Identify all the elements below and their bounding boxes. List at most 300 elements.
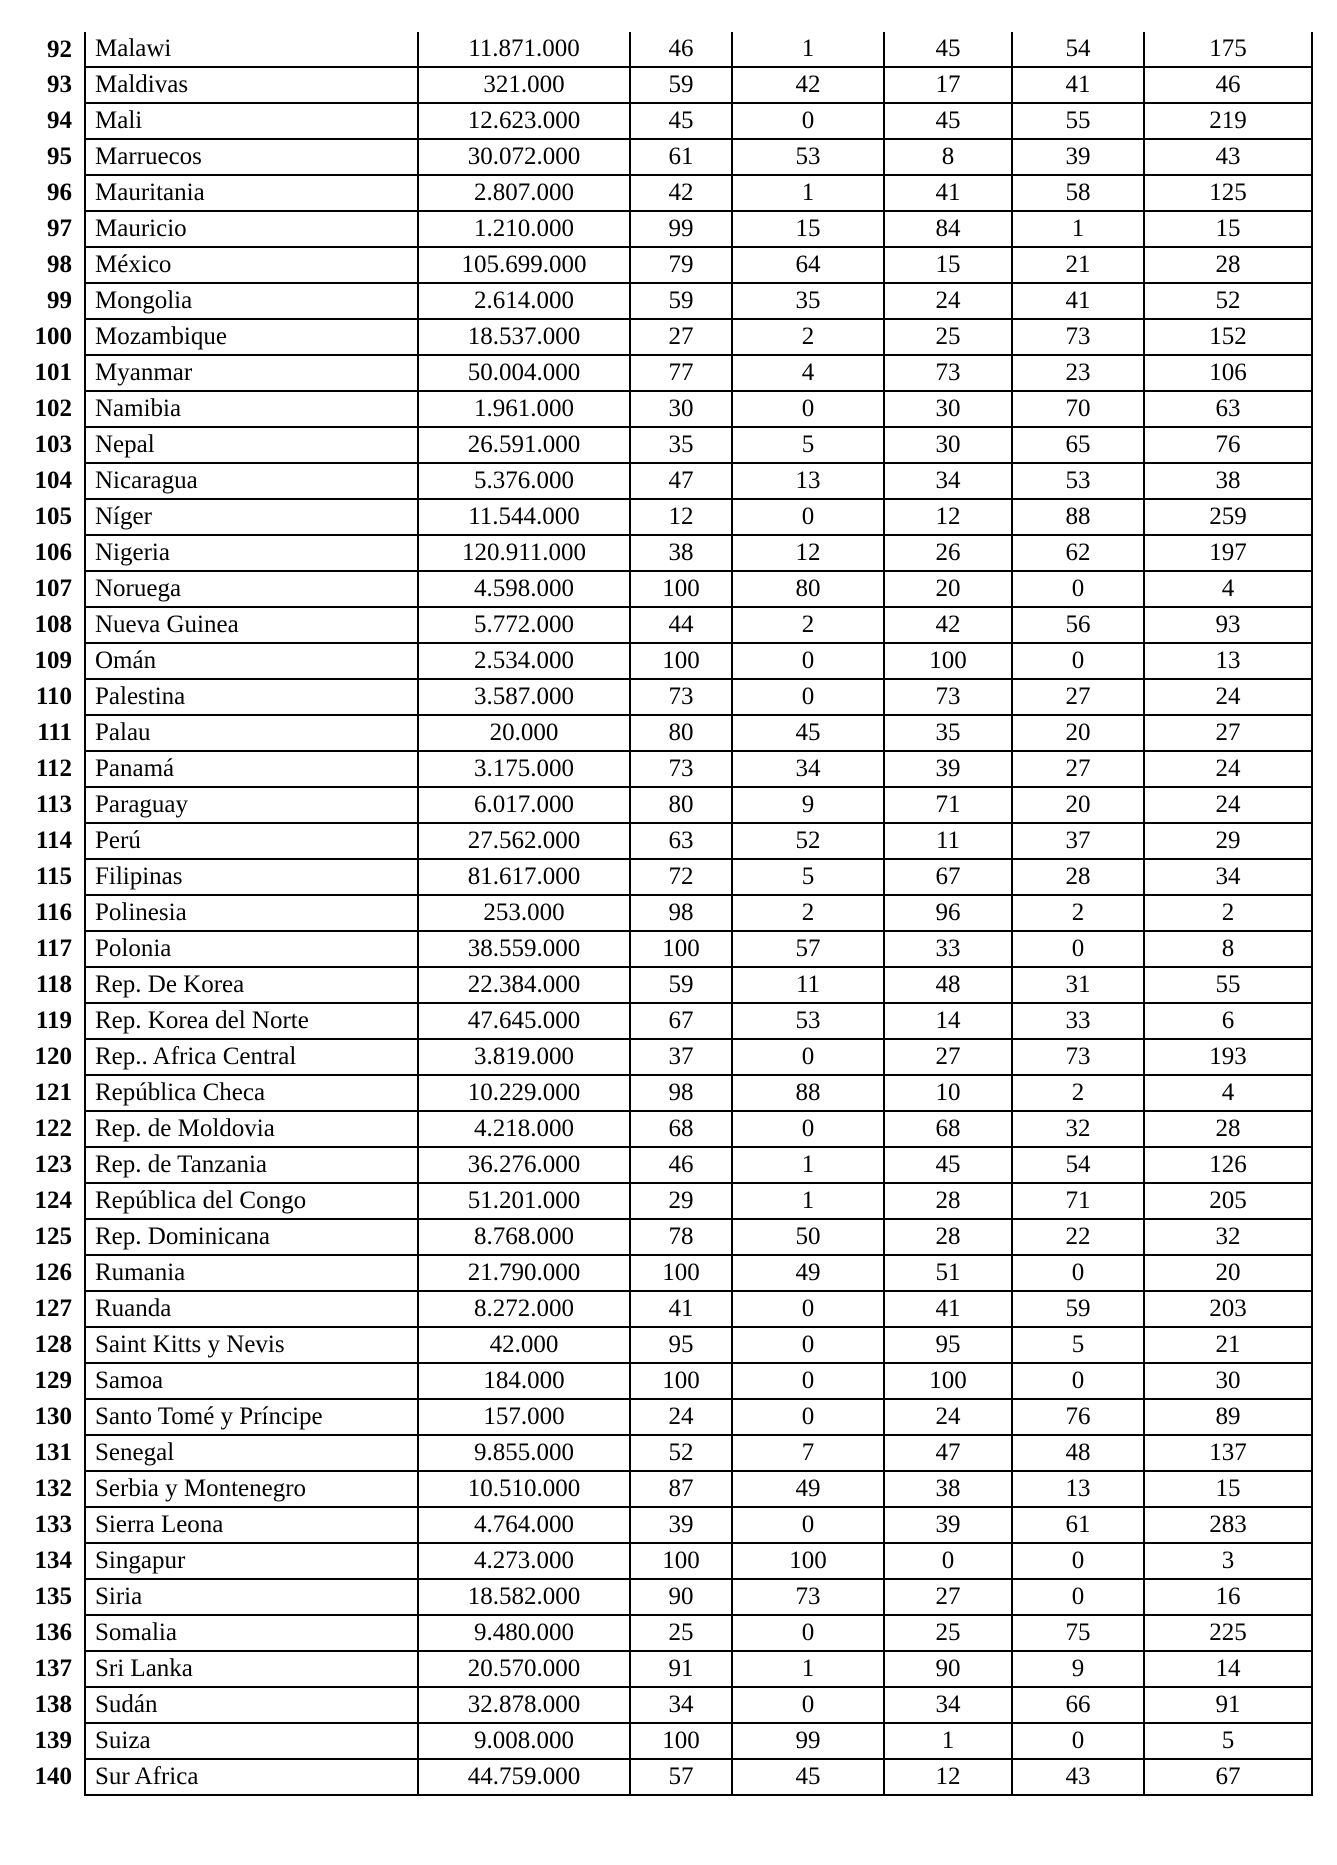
table-row [25, 535, 1312, 571]
country-name: Mauritania [85, 175, 418, 211]
country-name: Sur Africa [85, 1759, 418, 1795]
country-name: Senegal [85, 1435, 418, 1471]
value-cell-4: 33 [1012, 1003, 1144, 1039]
row-number: 139 [25, 1723, 85, 1759]
population-cell: 42.000 [418, 1327, 630, 1363]
value-cell-5: 24 [1144, 751, 1312, 787]
value-cell-3: 15 [884, 247, 1012, 283]
value-cell-5: 4 [1144, 571, 1312, 607]
value-cell-2: 64 [732, 247, 884, 283]
value-cell-1: 100 [630, 931, 732, 967]
value-cell-3: 45 [884, 32, 1012, 67]
value-cell-3: 14 [884, 1003, 1012, 1039]
value-cell-1: 46 [630, 1147, 732, 1183]
table-row [25, 1111, 1312, 1147]
value-cell-1: 98 [630, 895, 732, 931]
value-cell-3: 39 [884, 1507, 1012, 1543]
value-cell-3: 100 [884, 643, 1012, 679]
value-cell-1: 100 [630, 1723, 732, 1759]
population-cell: 5.376.000 [418, 463, 630, 499]
row-number: 137 [25, 1651, 85, 1687]
value-cell-1: 72 [630, 859, 732, 895]
row-number: 102 [25, 391, 85, 427]
country-name: Namibia [85, 391, 418, 427]
row-number: 130 [25, 1399, 85, 1435]
row-number: 93 [25, 67, 85, 103]
row-number: 131 [25, 1435, 85, 1471]
value-cell-5: 63 [1144, 391, 1312, 427]
row-number: 98 [25, 247, 85, 283]
value-cell-5: 89 [1144, 1399, 1312, 1435]
population-cell: 253.000 [418, 895, 630, 931]
country-name: Suiza [85, 1723, 418, 1759]
row-number: 124 [25, 1183, 85, 1219]
value-cell-4: 88 [1012, 499, 1144, 535]
row-number: 107 [25, 571, 85, 607]
value-cell-5: 43 [1144, 139, 1312, 175]
value-cell-1: 47 [630, 463, 732, 499]
population-cell: 1.210.000 [418, 211, 630, 247]
table-row [25, 1039, 1312, 1075]
value-cell-3: 17 [884, 67, 1012, 103]
value-cell-1: 59 [630, 67, 732, 103]
population-cell: 4.273.000 [418, 1543, 630, 1579]
table-row [25, 1507, 1312, 1543]
row-number: 99 [25, 283, 85, 319]
value-cell-1: 41 [630, 1291, 732, 1327]
value-cell-3: 33 [884, 931, 1012, 967]
value-cell-3: 84 [884, 211, 1012, 247]
value-cell-4: 59 [1012, 1291, 1144, 1327]
value-cell-1: 90 [630, 1579, 732, 1615]
value-cell-2: 52 [732, 823, 884, 859]
value-cell-3: 11 [884, 823, 1012, 859]
value-cell-4: 21 [1012, 247, 1144, 283]
country-name: Sierra Leona [85, 1507, 418, 1543]
country-name: Rep. Dominicana [85, 1219, 418, 1255]
row-number: 95 [25, 139, 85, 175]
table-row [25, 175, 1312, 211]
table-row [25, 1255, 1312, 1291]
country-name: Rep.. Africa Central [85, 1039, 418, 1075]
value-cell-5: 225 [1144, 1615, 1312, 1651]
value-cell-1: 24 [630, 1399, 732, 1435]
value-cell-2: 1 [732, 32, 884, 67]
country-name: México [85, 247, 418, 283]
value-cell-4: 20 [1012, 715, 1144, 751]
value-cell-4: 55 [1012, 103, 1144, 139]
value-cell-2: 88 [732, 1075, 884, 1111]
table-row [25, 1183, 1312, 1219]
value-cell-4: 13 [1012, 1471, 1144, 1507]
value-cell-4: 0 [1012, 571, 1144, 607]
value-cell-3: 95 [884, 1327, 1012, 1363]
population-cell: 36.276.000 [418, 1147, 630, 1183]
value-cell-1: 34 [630, 1687, 732, 1723]
table-row [25, 571, 1312, 607]
row-number: 115 [25, 859, 85, 895]
population-cell: 10.229.000 [418, 1075, 630, 1111]
row-number: 110 [25, 679, 85, 715]
value-cell-5: 197 [1144, 535, 1312, 571]
row-number: 129 [25, 1363, 85, 1399]
value-cell-1: 45 [630, 103, 732, 139]
value-cell-3: 47 [884, 1435, 1012, 1471]
value-cell-3: 1 [884, 1723, 1012, 1759]
value-cell-4: 27 [1012, 751, 1144, 787]
population-cell: 6.017.000 [418, 787, 630, 823]
table-body [25, 32, 1312, 1795]
row-number: 104 [25, 463, 85, 499]
country-name: Panamá [85, 751, 418, 787]
value-cell-2: 0 [732, 499, 884, 535]
country-name: Filipinas [85, 859, 418, 895]
value-cell-1: 100 [630, 643, 732, 679]
value-cell-2: 35 [732, 283, 884, 319]
value-cell-3: 24 [884, 283, 1012, 319]
population-cell: 9.008.000 [418, 1723, 630, 1759]
population-cell: 9.480.000 [418, 1615, 630, 1651]
population-cell: 4.218.000 [418, 1111, 630, 1147]
value-cell-2: 9 [732, 787, 884, 823]
country-name: Marruecos [85, 139, 418, 175]
value-cell-5: 13 [1144, 643, 1312, 679]
value-cell-1: 68 [630, 1111, 732, 1147]
population-cell: 184.000 [418, 1363, 630, 1399]
value-cell-2: 50 [732, 1219, 884, 1255]
country-name: Paraguay [85, 787, 418, 823]
value-cell-2: 5 [732, 859, 884, 895]
value-cell-1: 95 [630, 1327, 732, 1363]
value-cell-3: 30 [884, 391, 1012, 427]
value-cell-2: 7 [732, 1435, 884, 1471]
value-cell-3: 39 [884, 751, 1012, 787]
value-cell-5: 46 [1144, 67, 1312, 103]
row-number: 97 [25, 211, 85, 247]
country-name: Samoa [85, 1363, 418, 1399]
value-cell-4: 73 [1012, 319, 1144, 355]
table-row [25, 679, 1312, 715]
table-row [25, 32, 1312, 67]
value-cell-5: 15 [1144, 1471, 1312, 1507]
table-row [25, 1651, 1312, 1687]
value-cell-4: 48 [1012, 1435, 1144, 1471]
value-cell-5: 8 [1144, 931, 1312, 967]
table-row [25, 607, 1312, 643]
value-cell-2: 45 [732, 1759, 884, 1795]
row-number: 132 [25, 1471, 85, 1507]
value-cell-1: 77 [630, 355, 732, 391]
country-name: Mauricio [85, 211, 418, 247]
value-cell-5: 6 [1144, 1003, 1312, 1039]
value-cell-4: 23 [1012, 355, 1144, 391]
value-cell-5: 4 [1144, 1075, 1312, 1111]
table-row [25, 283, 1312, 319]
value-cell-4: 43 [1012, 1759, 1144, 1795]
population-cell: 5.772.000 [418, 607, 630, 643]
table-row [25, 1543, 1312, 1579]
value-cell-1: 39 [630, 1507, 732, 1543]
row-number: 125 [25, 1219, 85, 1255]
value-cell-4: 61 [1012, 1507, 1144, 1543]
value-cell-2: 42 [732, 67, 884, 103]
table-row [25, 139, 1312, 175]
row-number: 120 [25, 1039, 85, 1075]
value-cell-3: 28 [884, 1219, 1012, 1255]
table-row [25, 211, 1312, 247]
population-cell: 2.807.000 [418, 175, 630, 211]
population-cell: 21.790.000 [418, 1255, 630, 1291]
row-number: 108 [25, 607, 85, 643]
table-row [25, 823, 1312, 859]
value-cell-4: 0 [1012, 1723, 1144, 1759]
value-cell-5: 34 [1144, 859, 1312, 895]
country-name: Nepal [85, 427, 418, 463]
row-number: 133 [25, 1507, 85, 1543]
value-cell-2: 0 [732, 1615, 884, 1651]
value-cell-4: 54 [1012, 1147, 1144, 1183]
row-number: 101 [25, 355, 85, 391]
country-name: Rumania [85, 1255, 418, 1291]
country-name: Somalia [85, 1615, 418, 1651]
table-row [25, 319, 1312, 355]
value-cell-2: 2 [732, 895, 884, 931]
value-cell-2: 0 [732, 391, 884, 427]
value-cell-5: 126 [1144, 1147, 1312, 1183]
table-row [25, 1579, 1312, 1615]
value-cell-2: 99 [732, 1723, 884, 1759]
population-cell: 120.911.000 [418, 535, 630, 571]
population-cell: 50.004.000 [418, 355, 630, 391]
value-cell-3: 34 [884, 1687, 1012, 1723]
value-cell-2: 0 [732, 1111, 884, 1147]
value-cell-2: 5 [732, 427, 884, 463]
value-cell-1: 44 [630, 607, 732, 643]
value-cell-4: 32 [1012, 1111, 1144, 1147]
value-cell-4: 65 [1012, 427, 1144, 463]
country-name: Myanmar [85, 355, 418, 391]
population-cell: 22.384.000 [418, 967, 630, 1003]
row-number: 94 [25, 103, 85, 139]
value-cell-4: 73 [1012, 1039, 1144, 1075]
row-number: 127 [25, 1291, 85, 1327]
country-name: Santo Tomé y Príncipe [85, 1399, 418, 1435]
value-cell-2: 80 [732, 571, 884, 607]
value-cell-5: 28 [1144, 247, 1312, 283]
value-cell-2: 49 [732, 1471, 884, 1507]
value-cell-2: 73 [732, 1579, 884, 1615]
value-cell-3: 96 [884, 895, 1012, 931]
country-name: Nigeria [85, 535, 418, 571]
value-cell-5: 5 [1144, 1723, 1312, 1759]
row-number: 103 [25, 427, 85, 463]
value-cell-1: 29 [630, 1183, 732, 1219]
value-cell-5: 21 [1144, 1327, 1312, 1363]
value-cell-4: 75 [1012, 1615, 1144, 1651]
row-number: 119 [25, 1003, 85, 1039]
value-cell-4: 0 [1012, 643, 1144, 679]
table-row [25, 1363, 1312, 1399]
population-cell: 51.201.000 [418, 1183, 630, 1219]
table-row [25, 1471, 1312, 1507]
value-cell-1: 30 [630, 391, 732, 427]
value-cell-1: 38 [630, 535, 732, 571]
value-cell-1: 12 [630, 499, 732, 535]
table-row [25, 103, 1312, 139]
table-row [25, 1723, 1312, 1759]
country-name: Omán [85, 643, 418, 679]
value-cell-5: 219 [1144, 103, 1312, 139]
country-name: Polinesia [85, 895, 418, 931]
value-cell-1: 42 [630, 175, 732, 211]
value-cell-5: 55 [1144, 967, 1312, 1003]
value-cell-2: 53 [732, 139, 884, 175]
value-cell-3: 34 [884, 463, 1012, 499]
value-cell-2: 11 [732, 967, 884, 1003]
value-cell-1: 27 [630, 319, 732, 355]
population-cell: 27.562.000 [418, 823, 630, 859]
value-cell-4: 0 [1012, 1363, 1144, 1399]
row-number: 121 [25, 1075, 85, 1111]
value-cell-5: 29 [1144, 823, 1312, 859]
value-cell-3: 27 [884, 1579, 1012, 1615]
population-cell: 4.764.000 [418, 1507, 630, 1543]
population-cell: 2.534.000 [418, 643, 630, 679]
value-cell-5: 93 [1144, 607, 1312, 643]
value-cell-3: 42 [884, 607, 1012, 643]
value-cell-3: 28 [884, 1183, 1012, 1219]
row-number: 135 [25, 1579, 85, 1615]
country-name: Mongolia [85, 283, 418, 319]
value-cell-5: 76 [1144, 427, 1312, 463]
table-row [25, 1687, 1312, 1723]
value-cell-5: 152 [1144, 319, 1312, 355]
value-cell-1: 100 [630, 1255, 732, 1291]
value-cell-2: 1 [732, 1183, 884, 1219]
country-name: Nicaragua [85, 463, 418, 499]
value-cell-1: 78 [630, 1219, 732, 1255]
row-number: 118 [25, 967, 85, 1003]
value-cell-1: 100 [630, 571, 732, 607]
value-cell-5: 125 [1144, 175, 1312, 211]
population-cell: 32.878.000 [418, 1687, 630, 1723]
row-number: 109 [25, 643, 85, 679]
value-cell-1: 63 [630, 823, 732, 859]
row-number: 140 [25, 1759, 85, 1795]
value-cell-5: 137 [1144, 1435, 1312, 1471]
value-cell-5: 16 [1144, 1579, 1312, 1615]
row-number: 111 [25, 715, 85, 751]
population-cell: 4.598.000 [418, 571, 630, 607]
row-number: 106 [25, 535, 85, 571]
country-name: Ruanda [85, 1291, 418, 1327]
value-cell-3: 25 [884, 319, 1012, 355]
value-cell-3: 71 [884, 787, 1012, 823]
value-cell-1: 57 [630, 1759, 732, 1795]
value-cell-5: 259 [1144, 499, 1312, 535]
population-cell: 11.544.000 [418, 499, 630, 535]
population-cell: 8.768.000 [418, 1219, 630, 1255]
value-cell-5: 205 [1144, 1183, 1312, 1219]
value-cell-3: 48 [884, 967, 1012, 1003]
value-cell-3: 51 [884, 1255, 1012, 1291]
value-cell-1: 87 [630, 1471, 732, 1507]
value-cell-1: 35 [630, 427, 732, 463]
value-cell-4: 0 [1012, 931, 1144, 967]
row-number: 116 [25, 895, 85, 931]
population-cell: 26.591.000 [418, 427, 630, 463]
population-cell: 18.582.000 [418, 1579, 630, 1615]
row-number: 100 [25, 319, 85, 355]
value-cell-4: 2 [1012, 895, 1144, 931]
value-cell-3: 41 [884, 1291, 1012, 1327]
value-cell-1: 37 [630, 1039, 732, 1075]
value-cell-5: 24 [1144, 679, 1312, 715]
population-cell: 44.759.000 [418, 1759, 630, 1795]
value-cell-3: 24 [884, 1399, 1012, 1435]
value-cell-1: 80 [630, 787, 732, 823]
population-cell: 3.175.000 [418, 751, 630, 787]
population-cell: 321.000 [418, 67, 630, 103]
population-cell: 10.510.000 [418, 1471, 630, 1507]
value-cell-5: 91 [1144, 1687, 1312, 1723]
row-number: 126 [25, 1255, 85, 1291]
row-number: 114 [25, 823, 85, 859]
value-cell-5: 30 [1144, 1363, 1312, 1399]
value-cell-2: 15 [732, 211, 884, 247]
value-cell-3: 90 [884, 1651, 1012, 1687]
value-cell-2: 34 [732, 751, 884, 787]
country-name: Noruega [85, 571, 418, 607]
table-row [25, 1291, 1312, 1327]
population-cell: 81.617.000 [418, 859, 630, 895]
value-cell-2: 0 [732, 1687, 884, 1723]
value-cell-2: 13 [732, 463, 884, 499]
country-name: Saint Kitts y Nevis [85, 1327, 418, 1363]
table-row [25, 1075, 1312, 1111]
value-cell-2: 0 [732, 1363, 884, 1399]
table-row [25, 1147, 1312, 1183]
value-cell-1: 46 [630, 32, 732, 67]
table-row [25, 463, 1312, 499]
value-cell-5: 3 [1144, 1543, 1312, 1579]
country-name: Mali [85, 103, 418, 139]
value-cell-2: 0 [732, 679, 884, 715]
value-cell-5: 67 [1144, 1759, 1312, 1795]
country-name: Siria [85, 1579, 418, 1615]
row-number: 105 [25, 499, 85, 535]
value-cell-2: 0 [732, 1291, 884, 1327]
value-cell-3: 73 [884, 355, 1012, 391]
table-row [25, 1435, 1312, 1471]
country-name: Nueva Guinea [85, 607, 418, 643]
value-cell-2: 49 [732, 1255, 884, 1291]
value-cell-1: 91 [630, 1651, 732, 1687]
table-row [25, 751, 1312, 787]
row-number: 136 [25, 1615, 85, 1651]
table-row [25, 967, 1312, 1003]
country-name: Serbia y Montenegro [85, 1471, 418, 1507]
value-cell-1: 100 [630, 1363, 732, 1399]
value-cell-4: 22 [1012, 1219, 1144, 1255]
country-name: Sudán [85, 1687, 418, 1723]
value-cell-1: 59 [630, 283, 732, 319]
country-name: Mozambique [85, 319, 418, 355]
value-cell-4: 53 [1012, 463, 1144, 499]
population-cell: 1.961.000 [418, 391, 630, 427]
population-cell: 30.072.000 [418, 139, 630, 175]
value-cell-1: 73 [630, 679, 732, 715]
